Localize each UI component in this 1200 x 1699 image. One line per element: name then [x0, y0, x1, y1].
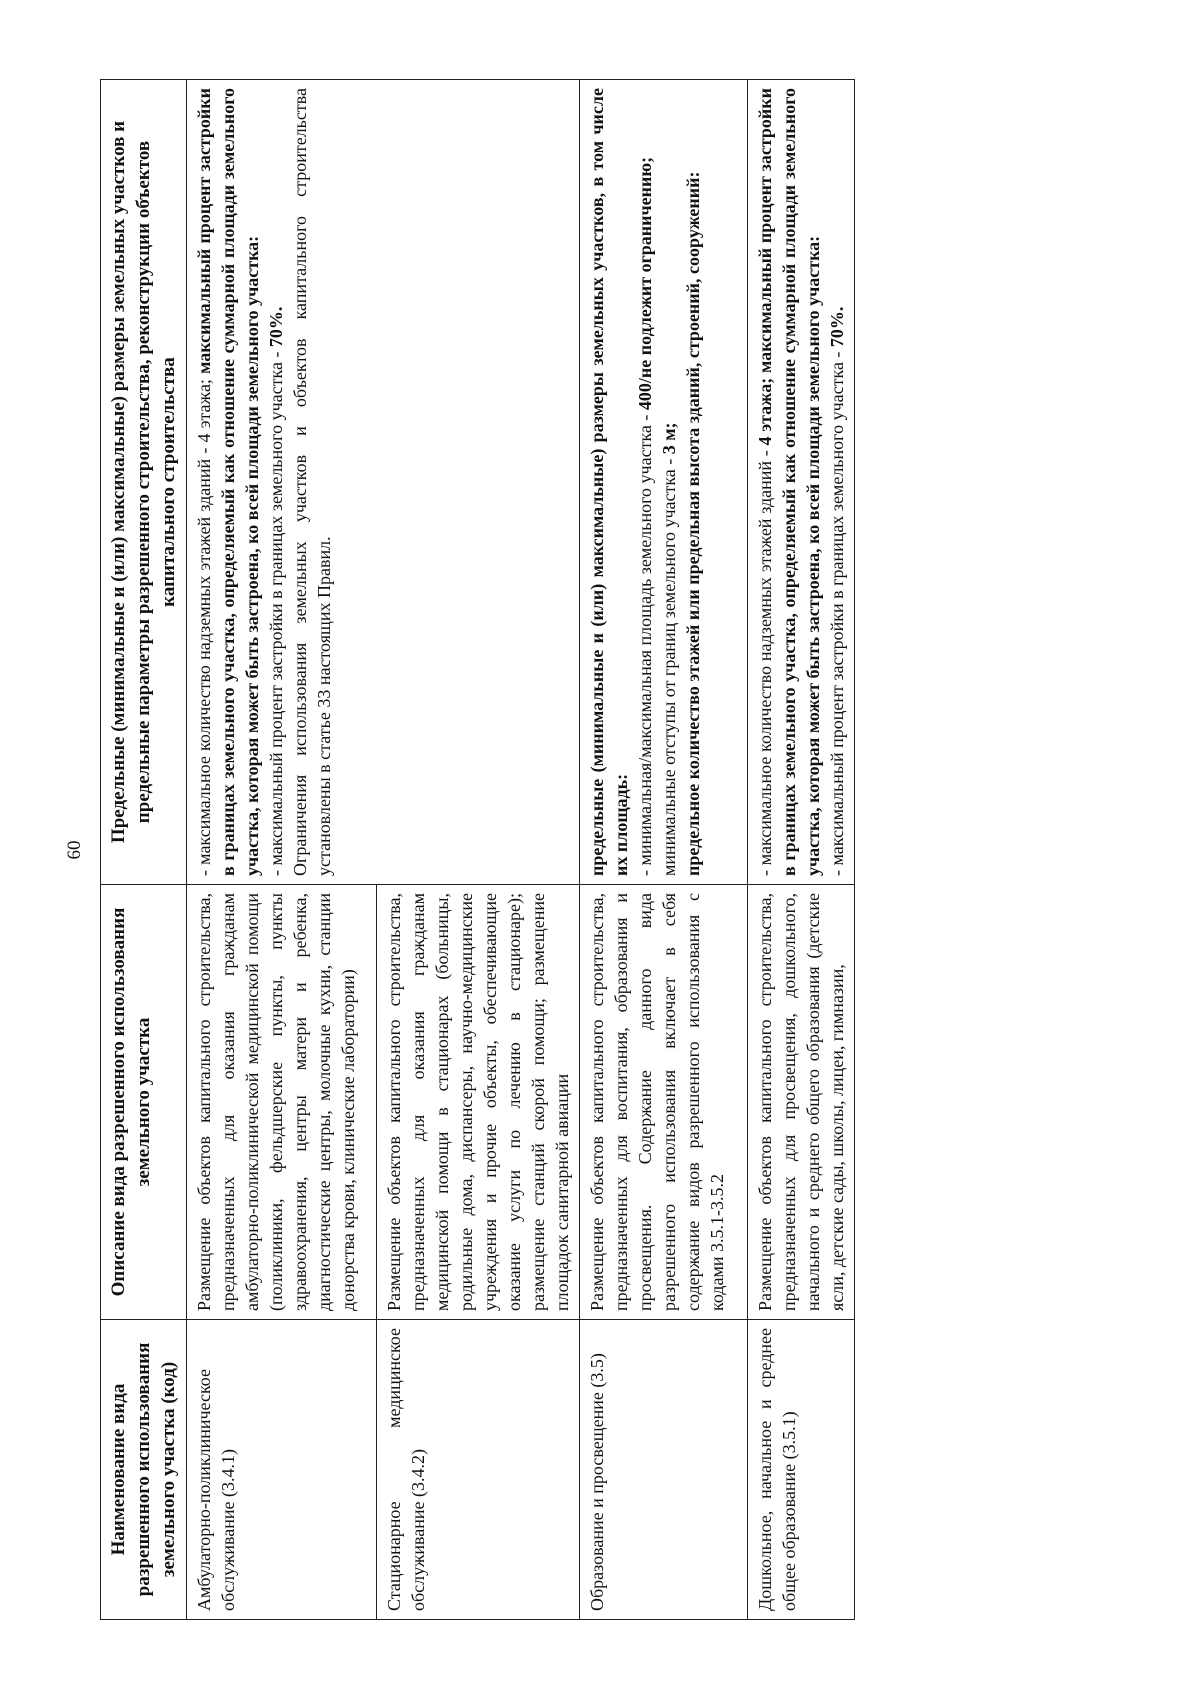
rotated-page	[60, 80, 1140, 1620]
row-description: Размещение объектов капитального строительства, предназначенных для просвещения, дошкольного, начального и среднего общего образования (детские ясли, детские сады, школы, лицеи, гимназии,	[748, 885, 855, 1320]
header-name: Наименование вида разрешенного использования земельного участка (код)	[101, 1320, 187, 1620]
param-text: предельные (минимальные и (или) максимальные) размеры земельных участков, в том числе их площадь:	[587, 88, 631, 876]
row-name: Образование и просвещение (3.5)	[580, 1320, 748, 1620]
param-text: 400/не подлежит ограничению;	[635, 156, 655, 411]
header-description: Описание вида разрешенного использования земельного участка	[101, 885, 187, 1320]
param-text: 4 этажа;	[755, 377, 775, 446]
row-description: Размещение объектов капитального строительства, предназначенных для оказания гражданам медицинской помощи в стационарах (больницы, родильные дома, диспансеры, научно-медицинские учреждения и прочие объекты, обеспечивающие оказание услуги по лечению в стационаре); размещение станций скорой помощи; размещение площадок санитарной авиации	[377, 885, 580, 1320]
param-text: 70%.	[827, 306, 847, 348]
row-params	[580, 80, 748, 885]
row-params	[187, 80, 580, 885]
table-row	[748, 80, 855, 1620]
page-number: 60	[64, 840, 85, 860]
table-row	[580, 80, 748, 1620]
row-name: Стационарное медицинское обслуживание (3.4.2)	[377, 1320, 580, 1620]
header-params: Предельные (минимальные и (или) максимальные) размеры земельных участков и предельные параметры разрешенного строительства, реконструкции объектов капитального строительства	[101, 80, 187, 885]
row-params	[748, 80, 855, 885]
param-text: 3 м;	[659, 422, 679, 455]
param-text: 70%.	[266, 306, 286, 348]
param-text: максимальный процент застройки в границах земельного участка, определяемый как отношение суммарной площади земельного участка, которая может быть застроена, ко всей площади земельного участка:	[194, 88, 262, 876]
row-name: Амбулаторно-поликлиническое обслуживание (3.4.1)	[187, 1320, 377, 1620]
param-text: - максимальный процент застройки в границах земельного участка -	[266, 347, 286, 876]
row-description: Размещение объектов капитального строительства, предназначенных для воспитания, образования и просвещения. Содержание данного вида разрешенного использования включает в себя содержание видов разрешенного использования с кодами 3.5.1-3.5.2	[580, 885, 748, 1320]
param-text: предельное количество этажей или предельная высота зданий, строений, сооружений:	[683, 171, 703, 876]
table-row	[187, 80, 377, 1620]
param-text: - максимальный процент застройки в границах земельного участка -	[827, 347, 847, 876]
row-description: Размещение объектов капитального строительства, предназначенных для оказания гражданам амбулаторно-поликлинической медицинской помощи (поликлиники, фельдшерские пункты, пункты здравоохранения, центры матери и ребенка, диагностические центры, молочные кухни, станции донорства крови, клинические лаборатории)	[187, 885, 377, 1320]
table-header-row	[101, 80, 187, 1620]
param-text: максимальный процент застройки в границах земельного участка, определяемый как отношение суммарной площади земельного участка, которая может быть застроена, ко всей площади земельного участка:	[755, 87, 823, 876]
param-text: Ограничения использования земельных участков и объектов капитального строительства установлены в статье 33 настоящих Правил.	[290, 88, 334, 876]
row-name: Дошкольное, начальное и среднее общее образование (3.5.1)	[748, 1320, 855, 1620]
param-text: - максимальное количество надземных этажей зданий - 4 этажа;	[194, 373, 214, 876]
zoning-table	[100, 79, 855, 1620]
param-text: - минимальная/максимальная площадь земельного участка -	[635, 410, 655, 876]
param-text: - максимальное количество надземных этажей зданий -	[755, 445, 775, 876]
param-text: минимальные отступы от границ земельного участка -	[659, 454, 679, 876]
